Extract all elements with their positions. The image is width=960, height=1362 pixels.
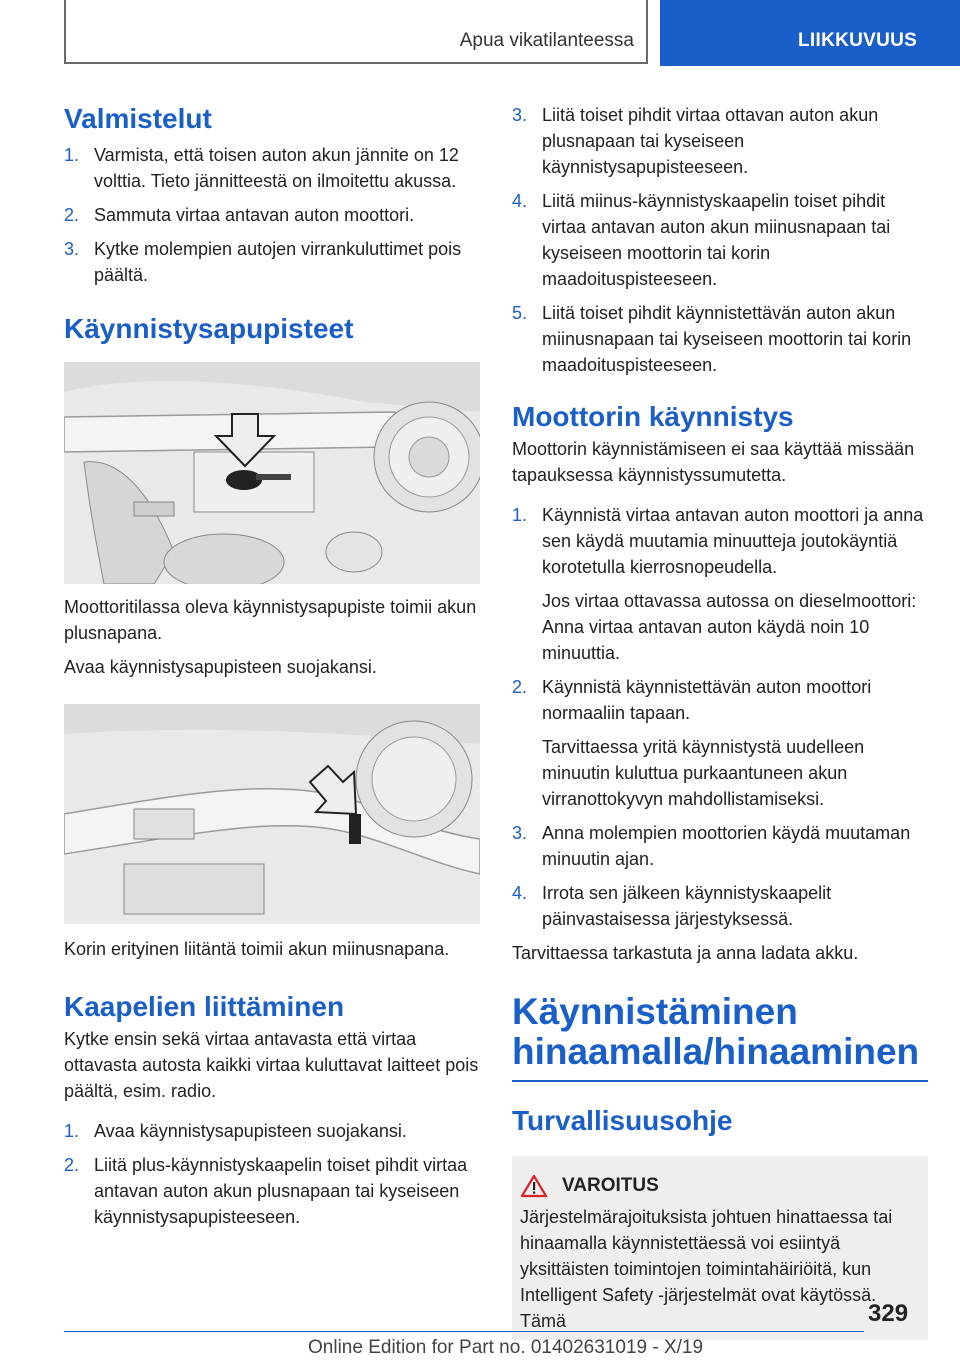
list-item [64,1118,480,1144]
step-number: 1. [64,145,80,165]
step-text: Anna molempien moottorien käydä muutaman minuutin ajan. [542,823,911,869]
caption-open-cover: Avaa käynnistysapupisteen suojakansi. [64,657,377,677]
caption-plus-point: Moottoritilassa oleva käynnistysapupiste toimii akun plusnapana. [64,597,477,643]
engine-bay-figure-plus [64,362,480,584]
step-note: Jos virtaa ottavassa autossa on dieselmoottori: Anna virtaa antavan auton käydä noin 10 minuuttia. [542,591,917,663]
header-section-title: Apua vikatilanteessa [459,30,634,51]
list-item [64,142,480,194]
header-chapter-label: LIIKKUVUUS [798,30,918,51]
step-note: Tarvittaessa yritä käynnistystä uudelleen minuutin kuluttua purkaantuneen akun virranottokyvyn mahdollistamiseksi. [542,737,865,809]
list-item [64,236,480,288]
step-text: Sammuta virtaa antavan auton moottori. [94,205,415,225]
page-number: 329 [868,1300,909,1327]
engine-bay-figure-minus [64,704,480,924]
step-text: Avaa käynnistysapupisteen suojakansi. [94,1121,407,1141]
warning-text: Järjestelmärajoituksista johtuen hinattaessa tai hinaamalla käynnistettäessä voi esiintyä yksittäisten toimintojen toimintahäiriöitä, kun Intelligent Safety -järjestelmät ovat käytössä. Tämä [520,1207,893,1331]
list-item [64,1152,480,1230]
step-text: Käynnistä virtaa antavan auton moottori ja anna sen käydä muutamia minuutteja joutokäyntiä korotetulla kierrosnopeudella. [542,505,924,577]
footer-edition-text: Online Edition for Part no. 01402631019 - X/19 [308,1337,704,1358]
prep-steps [64,142,480,288]
step-number: 1. [64,1121,80,1141]
warning-box [512,1156,928,1340]
step-text: Käynnistä käynnistettävän auton moottori normaaliin tapaan. [542,677,872,723]
step-text: Irrota sen jälkeen käynnistyskaapelit päinvastaisessa järjestyksessä. [542,883,832,929]
step-text: Liitä plus-käynnistyskaapelin toiset pihdit virtaa antavan auton akun plusnapaan tai kyseiseen käynnistysapupisteeseen. [94,1155,468,1227]
step-text: Liitä toiset pihdit virtaa ottavan auton akun plusnapaan tai kyseiseen käynnistysapupisteeseen. [542,105,879,177]
list-item [512,300,928,378]
step-number: 1. [512,505,528,525]
step-text: Varmista, että toisen auton akun jännite on 12 volttia. Tieto jännitteestä on ilmoitettu akussa. [94,145,459,191]
step-number: 4. [512,191,528,211]
list-item [512,188,928,292]
step-text: Kytke molempien autojen virrankuluttimet pois päältä. [94,239,462,285]
warning-triangle-icon [520,1174,548,1198]
step-number: 4. [512,883,528,903]
header-section-box [64,0,648,64]
list-item [512,880,928,932]
engine-start-heading: Moottorin käynnistys [512,401,794,432]
step-number: 5. [512,303,528,323]
list-item [64,202,480,228]
cable-heading: Kaapelien liittäminen [64,991,345,1022]
jump-points-heading: Käynnistysapupisteet [64,313,354,344]
step-number: 2. [64,205,80,225]
list-item [512,674,928,812]
caption-minus-point: Korin erityinen liitäntä toimii akun miinusnapana. [64,939,450,959]
step-number: 3. [512,105,528,125]
engine-bay-illustration [64,362,480,584]
step-number: 3. [64,239,80,259]
engine-start-intro: Moottorin käynnistämiseen ei saa käyttää missään tapauksessa käynnistyssumutetta. [512,439,915,485]
warning-title-row [520,1174,920,1198]
right-column [512,102,928,1340]
heading-rule [512,1080,928,1082]
cable-intro: Kytke ensin sekä virtaa antavasta että virtaa ottavasta autosta kaikki virtaa kuluttavat laitteet pois päältä, esim. radio. [64,1029,479,1101]
header-chapter-tab [660,0,960,66]
step-number: 3. [512,823,528,843]
engine-start-outro: Tarvittaessa tarkastuta ja anna ladata akku. [512,943,859,963]
step-text: Liitä miinus-käynnistyskaapelin toiset pihdit virtaa antavan auton akun miinusnapaan tai kyseiseen moottorin tai korin maadoituspisteeseen. [542,191,891,289]
footer-rule [64,1331,864,1332]
list-item [512,820,928,872]
body-ground-illustration [64,704,480,924]
step-text: Liitä toiset pihdit käynnistettävän auton akun miinusnapaan tai kyseiseen moottorin tai korin maadoituspisteeseen. [542,303,912,375]
list-item [512,502,928,666]
prep-heading: Valmistelut [64,103,212,134]
engine-start-steps [512,502,928,932]
safety-heading: Turvallisuusohje [512,1105,733,1136]
cable-steps-left [64,1118,480,1230]
list-item [512,102,928,180]
step-number: 2. [64,1155,80,1175]
left-column [64,102,480,1238]
step-number: 2. [512,677,528,697]
cable-steps-right [512,102,928,378]
towing-heading: Käynnistäminen hinaamalla/hinaaminen [512,991,920,1072]
warning-title: VAROITUS [562,1175,659,1196]
